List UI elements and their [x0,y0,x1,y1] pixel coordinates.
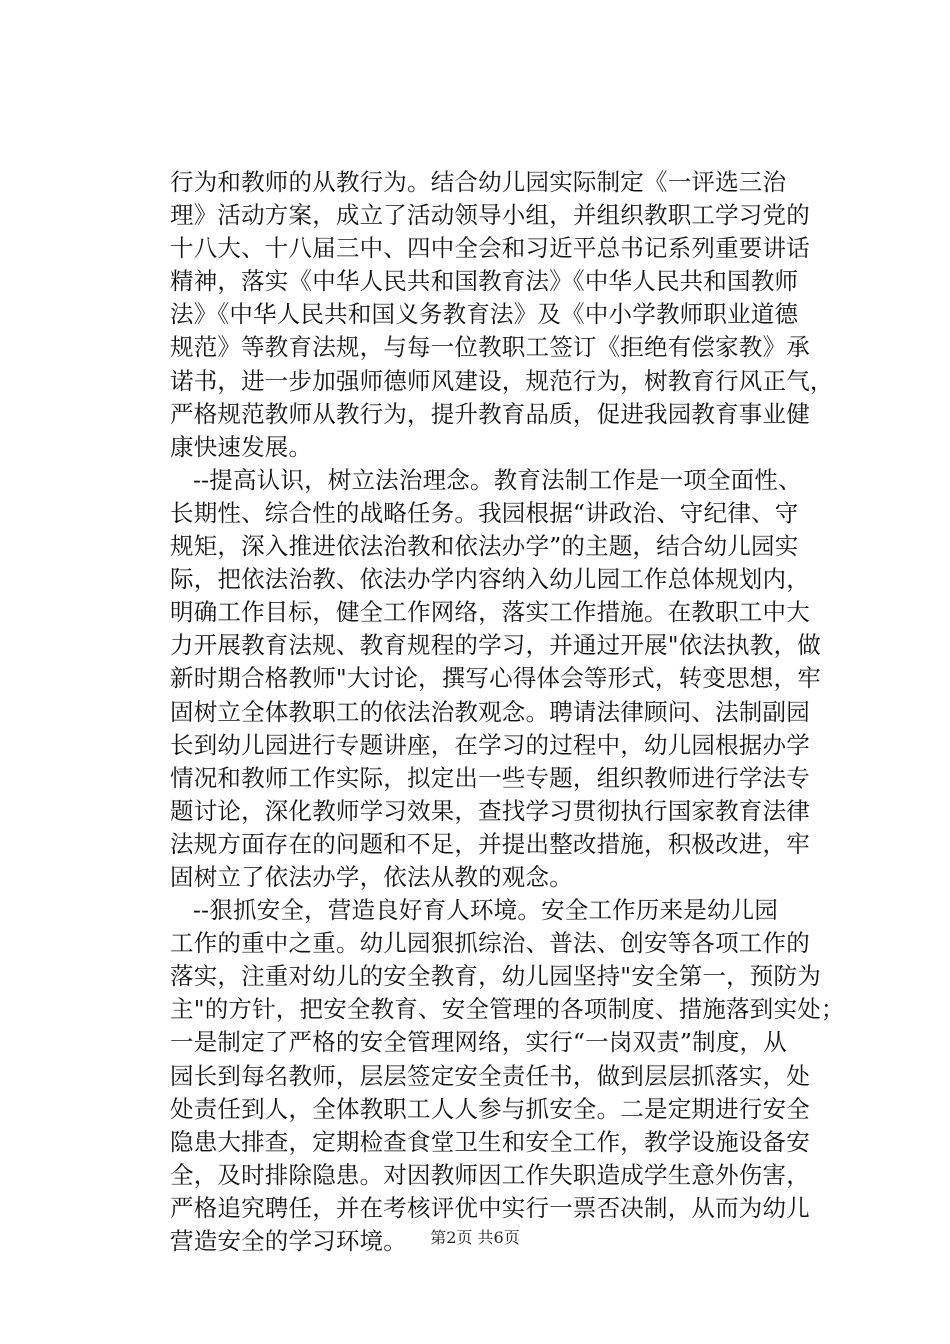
text-line: 园长到每名教师，层层签定安全责任书，做到层层抓落实，处 [170,1061,810,1090]
text-line: 规范》等教育法规，与每一位教职工签订《拒绝有偿家教》承 [170,333,810,362]
text-line: 法》《中华人民共和国义务教育法》及《中小学教师职业道德 [170,300,799,329]
paragraph-2 [170,464,860,894]
text-line: 严格规范教师从教行为，提升教育品质，促进我园教育事业健 [170,399,810,428]
text-line: 营造安全的学习环境。 [170,1227,407,1255]
text-line: 力开展教育法规、教育规程的学习，并通过开展"依法执教，做 [170,631,821,660]
text-line: 情况和教师工作实际，拟定出一些专题，组织教师进行学法专 [170,763,810,792]
text-line: 明确工作目标，健全工作网络，落实工作措施。在教职工中大 [170,598,810,627]
text-line: 落实，注重对幼儿的安全教育，幼儿园坚持"安全第一，预防为 [170,962,821,991]
text-line: 固树立全体教职工的依法治教观念。聘请法律顾问、法制副园 [170,697,810,726]
text-line: 康快速发展。 [170,432,313,461]
text-line: --提高认识，树立法治理念。教育法制工作是一项全面性、 [193,465,802,494]
text-line: 行为和教师的从教行为。结合幼儿园实际制定《一评选三治 [170,168,787,196]
text-line: 全，及时排除隐患。对因教师因工作失职造成学生意外伤害， [170,1160,810,1189]
paragraph-3 [170,894,860,1258]
text-line: 处责任到人，全体教职工人人参与抓安全。二是定期进行安全 [170,1094,810,1123]
text-line: 精神，落实《中华人民共和国教育法》《中华人民共和国教师 [170,267,799,296]
paragraph-1 [170,166,860,464]
text-line: 际，把依法治教、依法办学内容纳入幼儿园工作总体规划内， [170,565,810,594]
text-line: 十八大、十八届三中、四中全会和习近平总书记系列重要讲话 [170,234,810,263]
text-line: 工作的重中之重。幼儿园狠抓综治、普法、创安等各项工作的 [170,929,810,958]
text-line: 固树立了依法办学，依法从教的观念。 [170,862,573,891]
document-body [170,166,860,1258]
text-line: 法规方面存在的问题和不足，并提出整改措施，积极改进，牢 [170,829,810,858]
text-line: 理》活动方案，成立了活动领导小组，并组织教职工学习党的 [170,201,810,230]
text-line: 长到幼儿园进行专题讲座，在学习的过程中，幼儿园根据办学 [170,730,810,759]
text-line: 新时期合格教师"大讨论，撰写心得体会等形式，转变思想，牢 [170,664,821,693]
text-line: 主"的方针，把安全教育、安全管理的各项制度、措施落到实处； [170,995,845,1024]
text-line: 严格追究聘任，并在考核评优中实行一票否决制，从而为幼儿 [170,1193,810,1222]
text-line: 长期性、综合性的战略任务。我园根据“讲政治、守纪律、守 [170,498,799,527]
text-line: 题讨论，深化教师学习效果，查找学习贯彻执行国家教育法律 [170,796,810,825]
text-line: 隐患大排查，定期检查食堂卫生和安全工作，教学设施设备安 [170,1127,810,1156]
text-line: --狠抓安全，营造良好育人环境。安全工作历来是幼儿园 [193,896,779,925]
text-line: 一是制定了严格的安全管理网络，实行“一岗双责”制度，从 [170,1028,787,1057]
text-line: 规矩，深入推进依法治教和依法办学”的主题，结合幼儿园实 [170,532,799,561]
page-number-footer: 第2页 共6页 [430,1228,520,1247]
text-line: 诺书，进一步加强师德师风建设，规范行为，树教育行风正气， [170,366,834,395]
